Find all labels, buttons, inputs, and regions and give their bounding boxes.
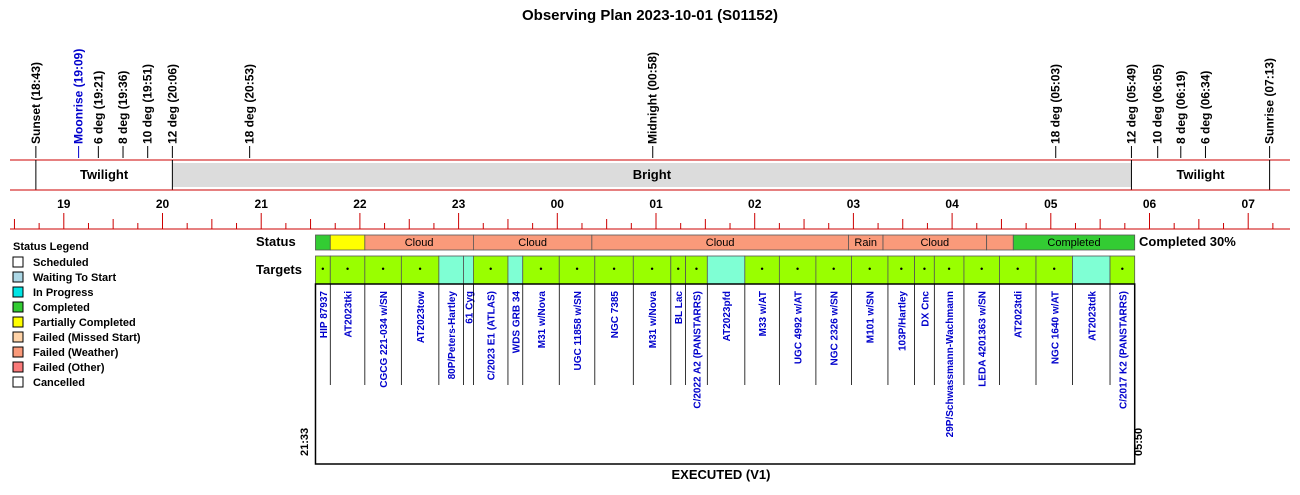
target-marker: •	[868, 264, 872, 274]
hour-axis	[10, 197, 1290, 229]
event-label: 10 deg (06:05)	[1150, 63, 1165, 144]
status-segment-label: Cloud	[705, 237, 735, 249]
target-name: NGC 7385	[610, 291, 622, 339]
status-segment	[987, 235, 1014, 250]
targets-row-label: Targets	[256, 262, 302, 277]
target-name: M33 w/AT	[758, 291, 770, 337]
legend-swatch	[13, 347, 23, 357]
chart-title: Observing Plan 2023-10-01 (S01152)	[522, 7, 778, 24]
hour-label: 07	[1241, 197, 1255, 211]
legend-swatch	[13, 272, 23, 282]
hour-label: 23	[451, 197, 466, 211]
legend-item-label: Cancelled	[33, 377, 85, 389]
target-marker: •	[1052, 264, 1056, 274]
status-segment-label: Cloud	[404, 237, 434, 249]
target-marker: •	[650, 264, 654, 274]
status-segment	[330, 235, 365, 250]
target-name: 61 Cyg	[464, 291, 476, 324]
target-name: BL Lac	[674, 291, 686, 325]
target-name: DX Cnc	[920, 291, 932, 327]
target-marker: •	[947, 264, 951, 274]
event-label: 10 deg (19:51)	[140, 63, 155, 144]
legend-swatch	[13, 317, 23, 327]
hour-label: 19	[57, 197, 71, 211]
target-name: NGC 2326 w/SN	[829, 291, 841, 366]
target-name: LEDA 4201363 w/SN	[977, 291, 989, 387]
target-name: C/2017 K2 (PANSTARRS)	[1118, 291, 1130, 409]
legend-swatch	[13, 362, 23, 372]
hour-label: 03	[846, 197, 861, 211]
legend-swatch	[13, 287, 23, 297]
status-segment-label: Cloud	[920, 237, 950, 249]
hour-label: 01	[649, 197, 663, 211]
status-row-label: Status	[256, 234, 296, 249]
event-label: 6 deg (06:34)	[1198, 70, 1213, 144]
target-name: 103P/Hartley	[897, 291, 909, 352]
status-segment-label: Completed	[1047, 237, 1101, 249]
hour-label: 06	[1142, 197, 1157, 211]
legend-swatch	[13, 302, 23, 312]
event-label: 12 deg (20:06)	[165, 63, 180, 144]
twilight-band	[10, 160, 1290, 190]
band-label: Twilight	[80, 167, 129, 182]
target-marker: •	[899, 264, 903, 274]
target-block	[464, 256, 474, 284]
target-name: HIP 87937	[318, 291, 330, 339]
event-label: 6 deg (19:21)	[91, 70, 106, 144]
target-marker: •	[922, 264, 927, 274]
event-label: 18 deg (05:03)	[1048, 63, 1063, 144]
target-name: M31 w/Nova	[537, 291, 549, 349]
target-marker: •	[1016, 264, 1020, 274]
target-marker: •	[694, 264, 699, 274]
target-marker: •	[832, 264, 836, 274]
hour-label: 00	[550, 197, 564, 211]
target-block	[1073, 256, 1111, 284]
band-label: Bright	[632, 167, 672, 182]
hour-label: 04	[945, 197, 959, 211]
target-marker: •	[980, 264, 984, 274]
target-marker: •	[345, 264, 350, 274]
hour-label: 20	[155, 197, 170, 211]
status-row	[315, 235, 1134, 250]
legend-item-label: Partially Completed	[33, 317, 136, 329]
event-label: Midnight (00:58)	[645, 52, 660, 144]
event-label: 8 deg (19:36)	[116, 70, 131, 144]
target-name: AT2023tow	[416, 291, 428, 344]
legend-item-label: Failed (Missed Start)	[33, 332, 141, 344]
status-segment-label: Cloud	[518, 237, 547, 249]
target-block	[508, 256, 523, 284]
hour-label: 22	[353, 197, 367, 211]
hour-label: 05	[1044, 197, 1058, 211]
target-name: C/2022 A2 (PANSTARRS)	[692, 291, 704, 409]
event-label: Sunset (18:43)	[28, 61, 43, 144]
target-name: 29P/Schwassmann-Wachmann	[945, 291, 957, 438]
target-name: AT2023tdi	[1013, 291, 1025, 339]
plan-end-time: 05:50	[1133, 427, 1145, 456]
target-name: AT2023tdk	[1087, 291, 1099, 341]
hour-label: 21	[254, 197, 268, 211]
completed-percent: Completed 30%	[1139, 234, 1236, 249]
event-label: Sunrise (07:13)	[1262, 57, 1277, 144]
band-label: Twilight	[1176, 167, 1225, 182]
target-block	[707, 256, 745, 284]
status-segment	[315, 235, 330, 250]
target-marker: •	[321, 264, 325, 274]
target-marker: •	[418, 264, 422, 274]
legend-item-label: Failed (Weather)	[33, 347, 119, 359]
target-name: M31 w/Nova	[648, 291, 660, 349]
legend-item-label: In Progress	[33, 287, 94, 299]
target-name: M101 w/SN	[865, 291, 877, 344]
targets-row	[315, 256, 1134, 437]
target-marker: •	[760, 264, 764, 274]
target-name: CGCG 221-034 w/SN	[379, 291, 391, 388]
target-marker: •	[1120, 264, 1124, 274]
legend-item-label: Failed (Other)	[33, 362, 105, 374]
target-marker: •	[676, 264, 680, 274]
events-layer	[29, 49, 1277, 158]
target-name: AT2023tki	[343, 291, 355, 338]
event-label: 8 deg (06:19)	[1173, 70, 1188, 144]
target-block	[439, 256, 464, 284]
target-name: NGC 1640 w/AT	[1050, 291, 1062, 365]
status-segment-label: Rain	[854, 237, 878, 249]
target-marker: •	[575, 264, 579, 274]
target-name: UGC 11858 w/SN	[573, 291, 585, 371]
legend-title: Status Legend	[13, 241, 89, 253]
target-name: C/2023 E1 (ATLAS)	[486, 291, 498, 381]
status-legend	[13, 241, 141, 389]
target-name: AT2023pfd	[722, 291, 734, 342]
legend-item-label: Completed	[33, 302, 90, 314]
target-marker: •	[796, 264, 800, 274]
target-name: WDS GRB 34	[511, 291, 523, 354]
target-name: UGC 4992 w/AT	[793, 291, 805, 365]
footer-label: EXECUTED (V1)	[671, 467, 771, 482]
legend-item-label: Waiting To Start	[33, 272, 117, 284]
event-label: 12 deg (05:49)	[1124, 63, 1139, 144]
legend-swatch	[13, 377, 23, 387]
event-label: Moonrise (19:09)	[71, 48, 86, 144]
target-marker: •	[489, 264, 493, 274]
legend-swatch	[13, 332, 23, 342]
legend-item-label: Scheduled	[33, 257, 89, 269]
target-marker: •	[539, 264, 543, 274]
target-name: 80P/Peters-Hartley	[447, 291, 459, 380]
hour-label: 02	[748, 197, 762, 211]
legend-swatch	[13, 257, 23, 267]
target-marker: •	[612, 264, 616, 274]
target-marker: •	[381, 264, 385, 274]
event-label: 18 deg (20:53)	[242, 63, 257, 144]
plan-start-time: 21:33	[299, 427, 311, 456]
